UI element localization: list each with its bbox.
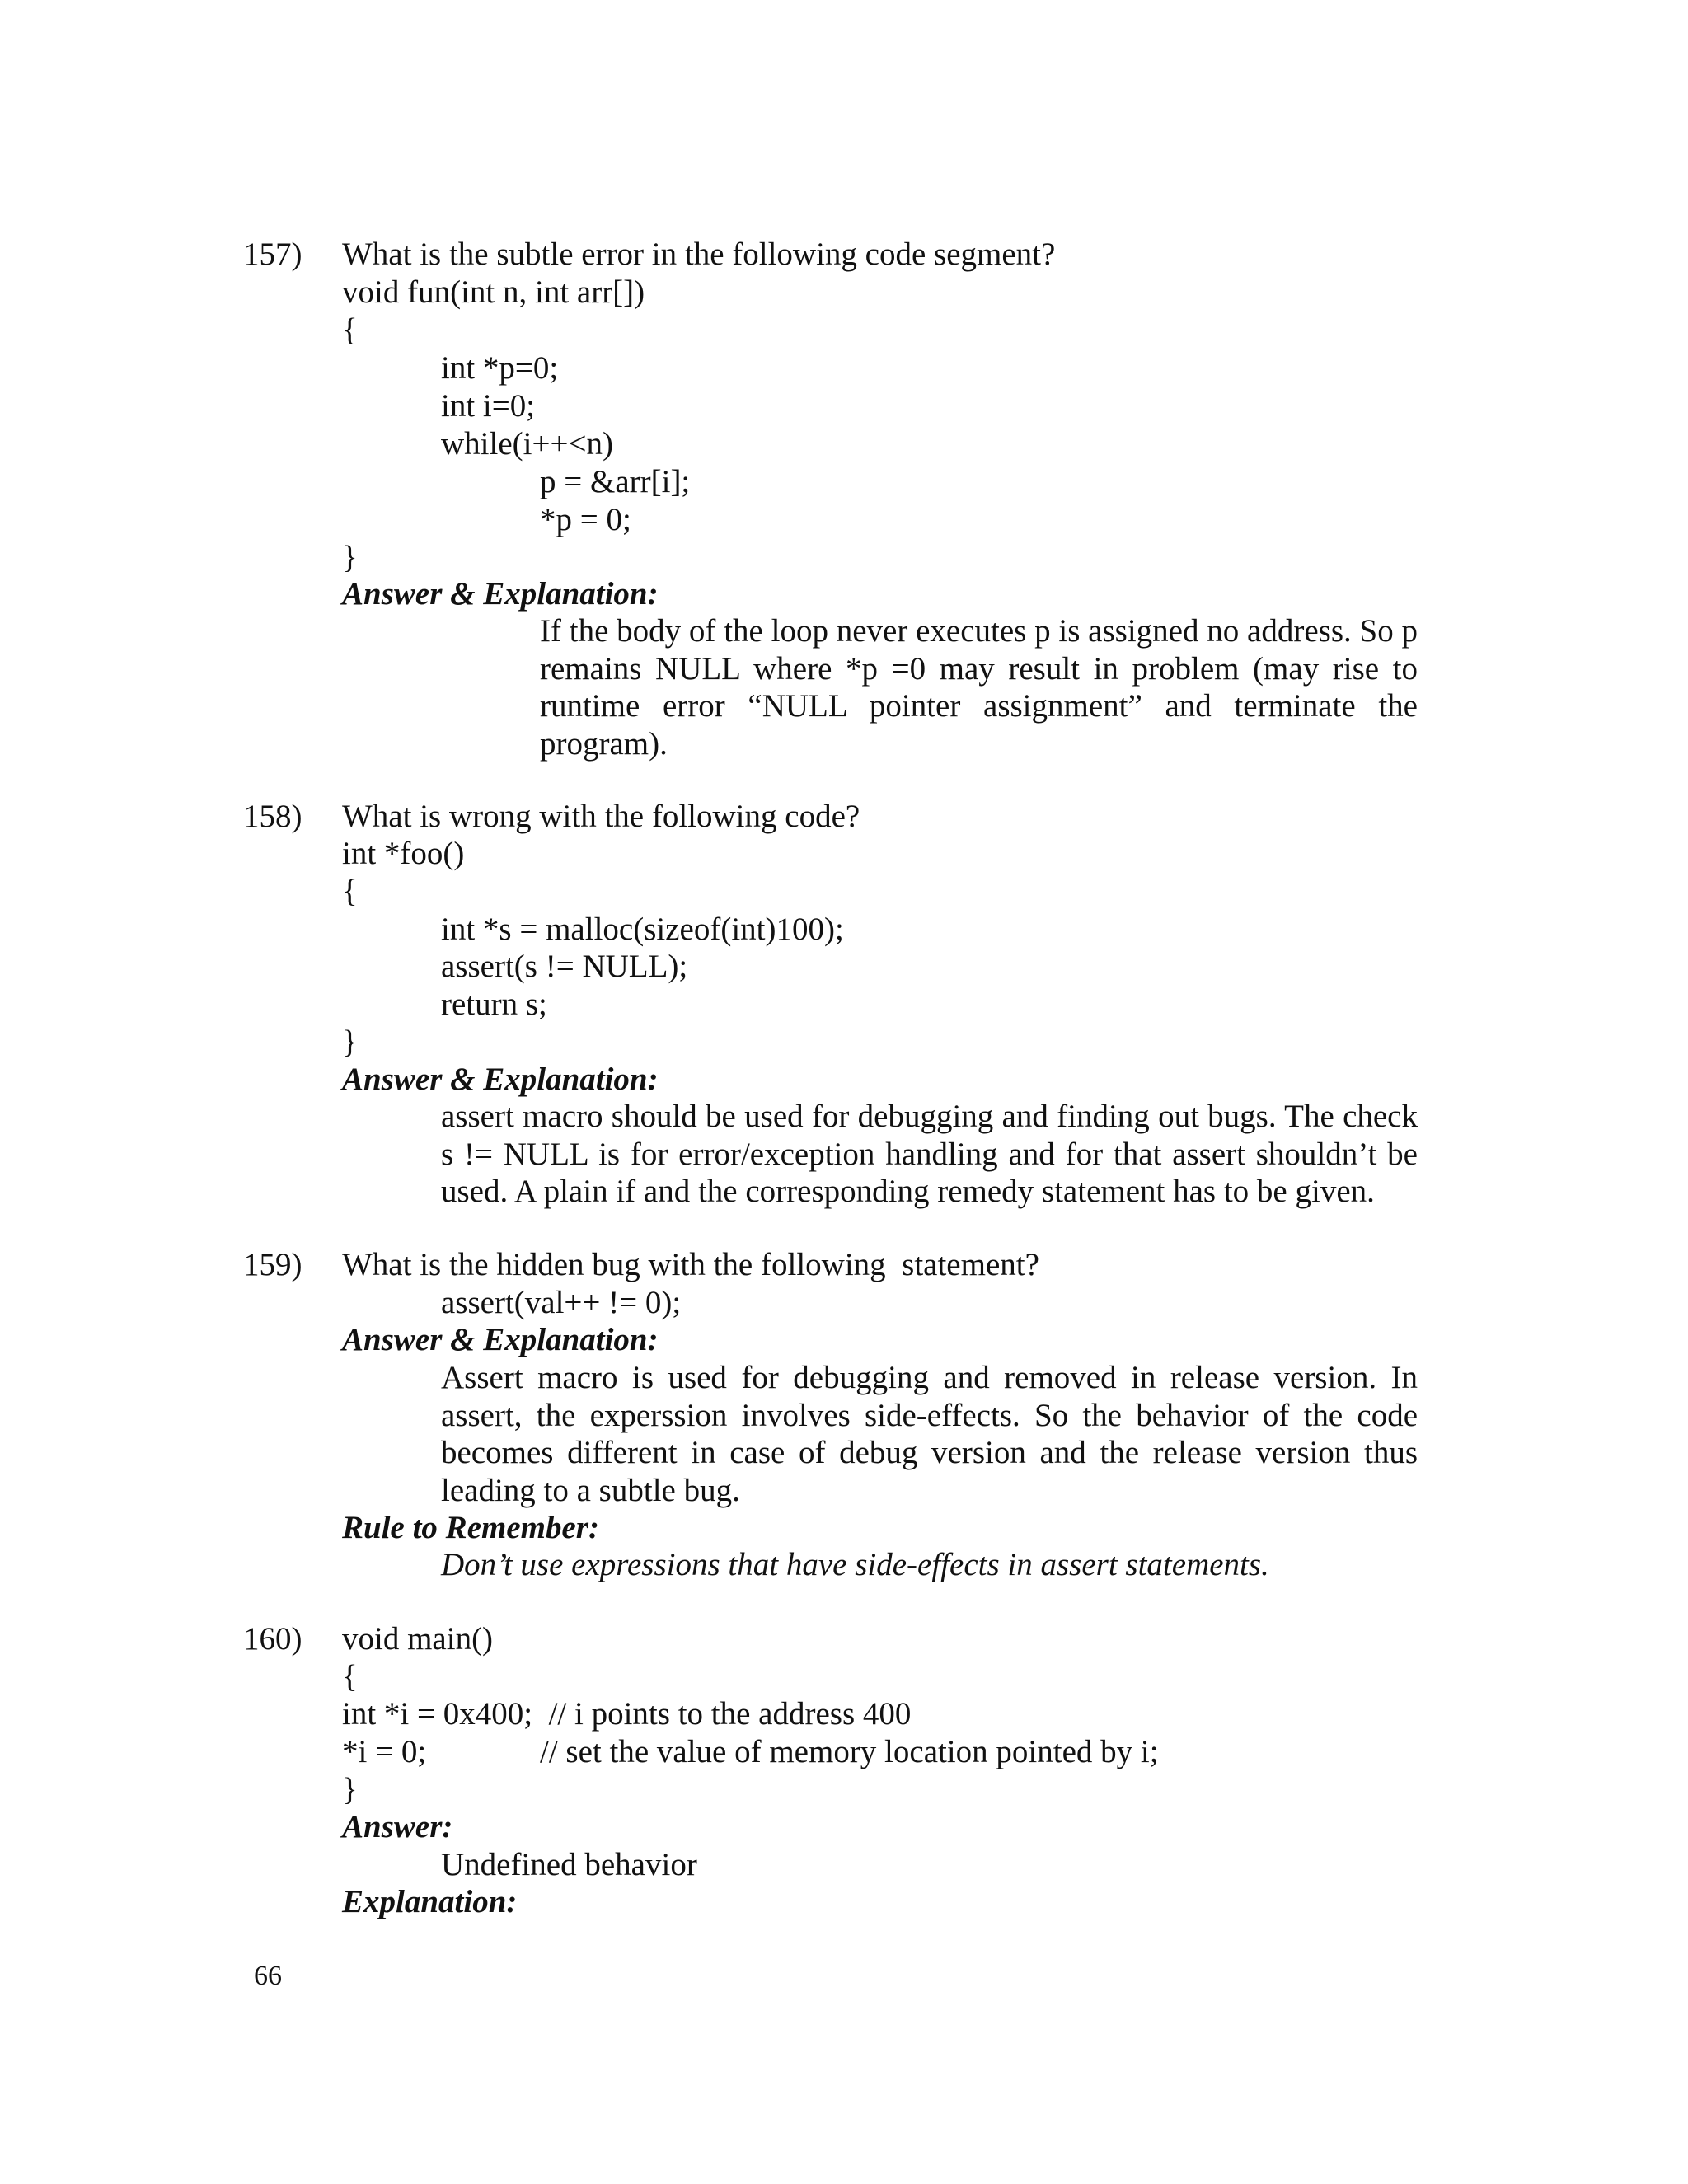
- code-line: {: [342, 874, 358, 909]
- code-line: *i = 0;: [342, 1734, 427, 1769]
- code-line: assert(val++ != 0);: [441, 1285, 682, 1320]
- question-text: What is the subtle error in the following code segment?: [342, 237, 1056, 272]
- code-line: {: [342, 312, 358, 348]
- answer-text: Undefined behavior: [441, 1847, 697, 1882]
- code-line: *p = 0;: [540, 502, 631, 537]
- code-comment: // set the value of memory location pointed by i;: [540, 1734, 1159, 1769]
- answer-text: Assert macro is used for debugging and removed in release version. In assert, the experssion involves side-effects. So the behavior of the code becomes different in case of debug version and the release version thus leading to a subtle bug.: [441, 1360, 1418, 1508]
- code-line: return s;: [441, 987, 547, 1022]
- code-line: int *i = 0x400; // i points to the address 400: [342, 1696, 912, 1732]
- page-number: 66: [254, 1961, 282, 1991]
- rule-text: Don’t use expressions that have side-effects in assert statements.: [441, 1547, 1269, 1582]
- explanation-heading: Explanation:: [342, 1884, 518, 1919]
- code-line: void fun(int n, int arr[]): [342, 274, 645, 310]
- code-line: int *foo(): [342, 836, 465, 871]
- code-line: while(i++<n): [441, 426, 613, 462]
- question-number: 160): [243, 1621, 302, 1657]
- code-line: int *s = malloc(sizeof(int)100);: [441, 912, 844, 947]
- code-line: int i=0;: [441, 388, 536, 424]
- answer-heading: Answer:: [342, 1809, 453, 1844]
- question-number: 158): [243, 799, 302, 834]
- code-line: p = &arr[i];: [540, 464, 691, 499]
- code-line: assert(s != NULL);: [441, 949, 688, 984]
- code-line: }: [342, 540, 358, 575]
- question-number: 159): [243, 1247, 302, 1282]
- answer-heading: Answer & Explanation:: [342, 1062, 659, 1097]
- code-line: int *p=0;: [441, 350, 559, 386]
- code-line: }: [342, 1024, 358, 1060]
- answer-heading: Answer & Explanation:: [342, 1322, 659, 1357]
- rule-heading: Rule to Remember:: [342, 1510, 599, 1545]
- question-number: 157): [243, 237, 302, 272]
- question-text: What is the hidden bug with the following statement?: [342, 1247, 1039, 1282]
- question-text: What is wrong with the following code?: [342, 799, 860, 834]
- answer-heading: Answer & Explanation:: [342, 576, 659, 612]
- answer-text: assert macro should be used for debugging and finding out bugs. The check s != NULL is for error/exception handling and for that assert shouldn’t be used. A plain if and the corresponding remedy statement has to be given.: [441, 1099, 1418, 1209]
- code-line: void main(): [342, 1621, 494, 1657]
- code-line: }: [342, 1772, 358, 1807]
- code-line: {: [342, 1659, 358, 1694]
- answer-text: If the body of the loop never executes p is assigned no address. So p remains NULL where *p =0 may result in problem (may rise to runtime error “NULL pointer assignment” and terminate the program).: [540, 613, 1418, 762]
